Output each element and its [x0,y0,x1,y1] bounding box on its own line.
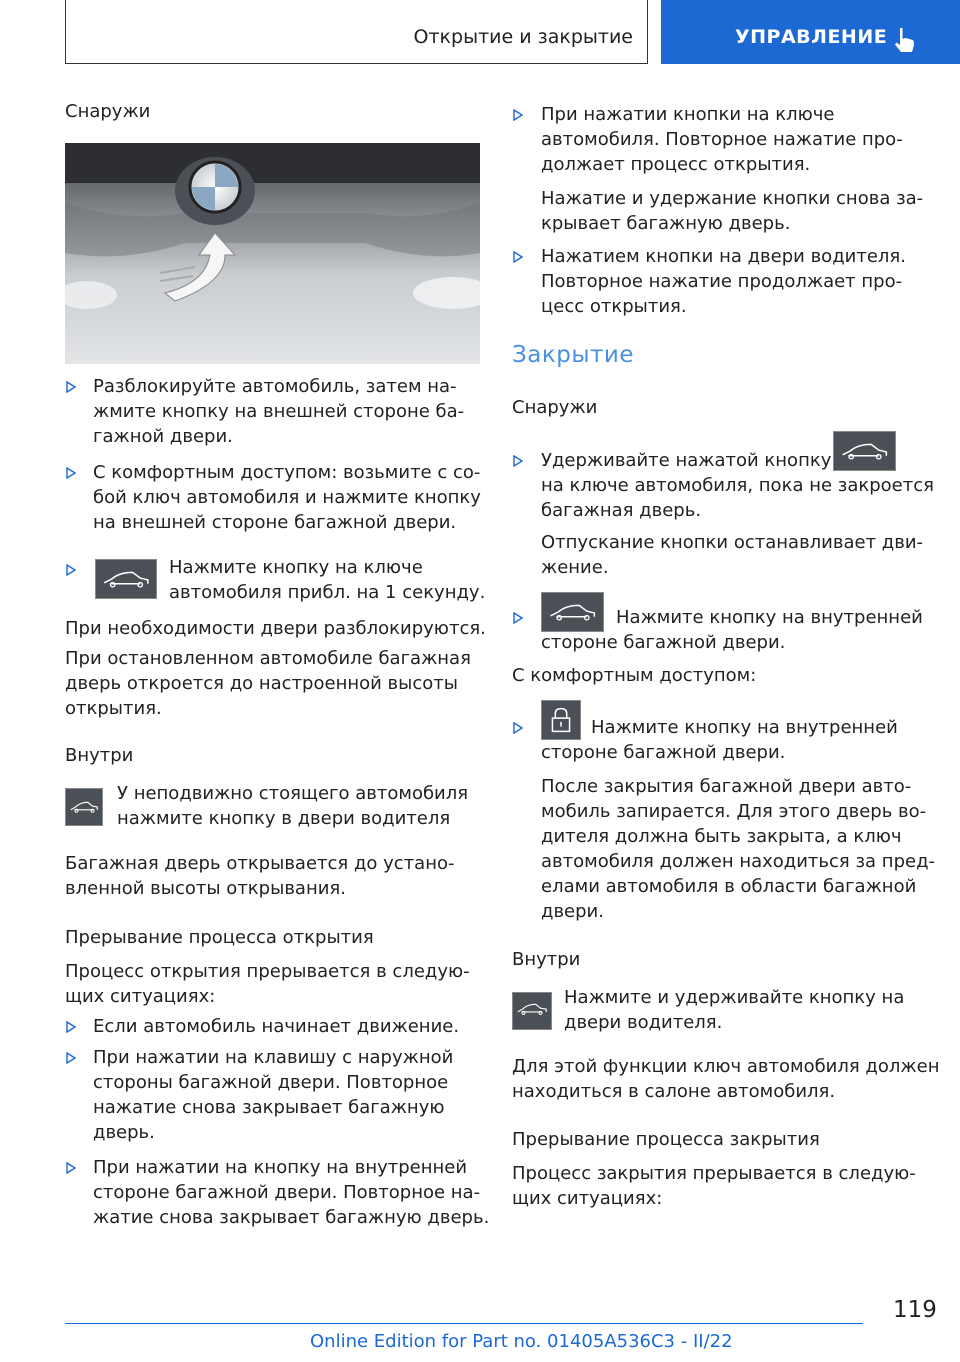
text-line: Процесс открытия прерывается в следую- [65,961,470,982]
text-line: стороне багажной двери. [541,632,786,653]
footer-divider [65,1323,863,1324]
text-line: При остановленном автомобиле багажная [65,648,471,669]
text-line: стороны багажной двери. Повторное [93,1072,449,1093]
bullet-arrow-icon [66,1162,76,1174]
text-line: багажная дверь. [541,500,702,521]
heading-interrupt-opening: Прерывание процесса открытия [65,927,374,948]
text-line: После закрытия багажной двери авто- [541,776,912,797]
text-line: С комфортным доступом: [512,665,757,686]
chapter-title: Открытие и закрытие [413,26,633,48]
trunk-button-photo [65,143,480,364]
header-chapter-box [65,0,648,64]
text-line: щих ситуациях: [65,986,216,1007]
text-line: Нажмите кнопку на внутренней [591,717,898,738]
text-line: жмите кнопку на внешней стороне ба- [93,401,465,422]
text-line: елами автомобиля в области багажной [541,876,917,897]
lock-button-icon [541,700,581,740]
text-line: Процесс закрытия прерывается в следую- [512,1163,916,1184]
text-line: жение. [541,557,609,578]
text-line: Отпускание кнопки останавливает дви- [541,532,924,553]
text-line: мобиль запирается. Для этого дверь во- [541,801,927,822]
section-title: УПРАВЛЕНИЕ [735,26,888,48]
text-line: на внешней стороне багажной двери. [93,512,457,533]
key-trunk-button-icon [95,559,157,599]
bullet-arrow-icon [513,109,523,121]
text-line: гажной двери. [93,426,233,447]
text-line: Разблокируйте автомобиль, затем на- [93,376,457,397]
text-line: двери. [541,901,604,922]
text-line: дверь откроется до настроенной высоты [65,673,458,694]
bullet-arrow-icon [66,1052,76,1064]
text-line: вленной высоты открывания. [65,878,346,899]
heading-inside-close: Внутри [512,949,581,970]
text-line: открытия. [65,698,162,719]
text-line: При нажатии кнопки на ключе [541,104,835,125]
text-line: крывает багажную дверь. [541,213,791,234]
section-closing-title: Закрытие [512,342,634,368]
key-trunk-button-icon [833,431,896,471]
bullet-arrow-icon [66,564,76,576]
hand-pointer-icon [891,26,919,54]
text-line: С комфортным доступом: возьмите с со- [93,462,481,483]
text-line: Удерживайте нажатой кнопку [541,450,832,471]
text-line: находиться в салоне автомобиля. [512,1081,836,1102]
bullet-arrow-icon [513,455,523,467]
text-line: дителя должна быть закрыта, а ключ [541,826,902,847]
text-line: стороне багажной двери. Повторное на- [93,1182,481,1203]
text-line: Нажатие и удержание кнопки снова за- [541,188,924,209]
text-line: нажатие снова закрывает багажную [93,1097,445,1118]
text-line: двери водителя. [564,1012,723,1033]
text-line: стороне багажной двери. [541,742,786,763]
text-line: дверь. [93,1122,155,1143]
heading-outside: Снаружи [65,101,151,122]
text-line: При необходимости двери разблокируются. [65,618,486,639]
heading-interrupt-closing: Прерывание процесса закрытия [512,1129,820,1150]
text-line: Нажмите и удерживайте кнопку на [564,987,905,1008]
text-line: Если автомобиль начинает движение. [93,1016,460,1037]
text-line: бой ключ автомобиля и нажмите кнопку [93,487,481,508]
text-line: на ключе автомобиля, пока не закроется [541,475,934,496]
text-line: Нажмите кнопку на ключе [169,557,423,578]
text-line: Повторное нажатие продолжает про- [541,271,903,292]
bullet-arrow-icon [66,1021,76,1033]
bullet-arrow-icon [513,612,523,624]
heading-outside-close: Снаружи [512,397,598,418]
driver-door-trunk-button-icon [512,992,552,1030]
text-line: автомобиля. Повторное нажатие про- [541,129,903,150]
text-line: Нажатием кнопки на двери водителя. [541,246,906,267]
text-line: должает процесс открытия. [541,154,811,175]
driver-door-trunk-button-icon [65,788,103,826]
heading-inside: Внутри [65,745,134,766]
text-line: При нажатии на кнопку на внутренней [93,1157,468,1178]
bullet-arrow-icon [513,722,523,734]
text-line: Для этой функции ключ автомобиля должен [512,1056,940,1077]
bullet-arrow-icon [66,381,76,393]
page-number: 119 [893,1297,937,1323]
text-line: цесс открытия. [541,296,687,317]
bullet-arrow-icon [513,251,523,263]
bullet-arrow-icon [66,467,76,479]
text-line: щих ситуациях: [512,1188,663,1209]
text-line: жатие снова закрывает багажную дверь. [93,1207,490,1228]
text-line: нажмите кнопку в двери водителя [117,808,451,829]
text-line: У неподвижно стоящего автомобиля [117,783,469,804]
text-line: Нажмите кнопку на внутренней [616,607,923,628]
text-line: При нажатии на клавишу с наружной [93,1047,454,1068]
text-line: Багажная дверь открывается до устано- [65,853,455,874]
inner-trunk-button-icon [541,592,604,632]
footer-edition: Online Edition for Part no. 01405A536C3 - II/22 [310,1331,733,1352]
text-line: автомобиля прибл. на 1 секунду. [169,582,486,603]
text-line: автомобиля должен находиться за пред- [541,851,936,872]
